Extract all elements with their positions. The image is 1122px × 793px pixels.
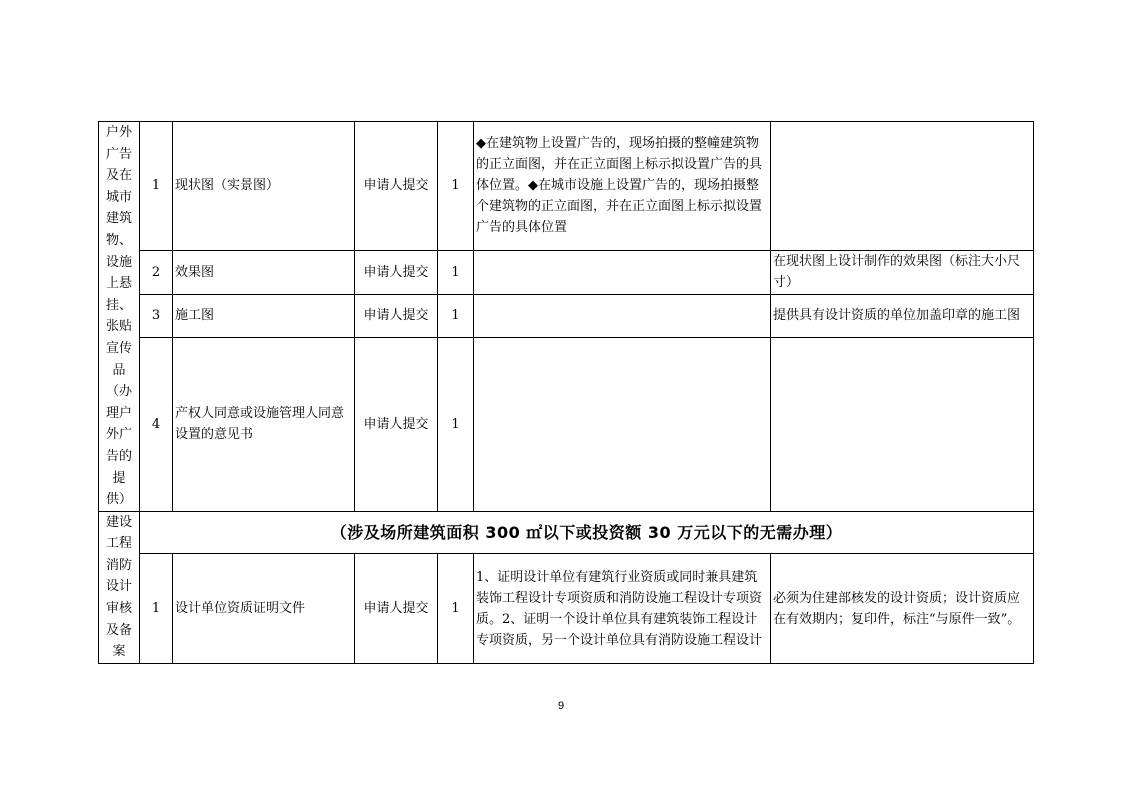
material-name: 效果图 [173, 250, 355, 294]
submitter: 申请人提交 [355, 338, 438, 512]
row-number: 1 [140, 122, 173, 251]
note: 在现状图上设计制作的效果图（标注大小尺寸） [771, 250, 1034, 294]
row-number: 2 [140, 250, 173, 294]
row-number: 4 [140, 338, 173, 512]
submitter: 申请人提交 [355, 122, 438, 251]
table-row [99, 122, 1034, 251]
table-row [99, 554, 1034, 664]
submitter: 申请人提交 [355, 554, 438, 664]
submitter: 申请人提交 [355, 250, 438, 294]
material-name: 设计单位资质证明文件 [173, 554, 355, 664]
copies: 1 [438, 122, 474, 251]
row-number: 3 [140, 294, 173, 338]
note: 提供具有设计资质的单位加盖印章的施工图 [771, 294, 1034, 338]
material-name: 施工图 [173, 294, 355, 338]
note: 必须为住建部核发的设计资质；设计资质应在有效期内；复印件，标注“与原件一致”。 [771, 554, 1034, 664]
requirement: ◆在建筑物上设置广告的，现场拍摄的整幢建筑物的正立面图，并在正立面图上标示拟设置广告的具体位置。◆在城市设施上设置广告的，现场拍摄整个建筑物的正立面图，并在正立面图上标示拟设置广告的具体位置 [474, 122, 771, 251]
materials-table [98, 121, 1034, 664]
category-cell-outdoor-ads: 户外广告及在城市建筑物、设施上悬挂、张贴宣传品（办理户外广告的提供） [99, 122, 140, 512]
category-cell-fire-design: 建设工程消防设计审核及备案 [99, 511, 140, 663]
copies: 1 [438, 338, 474, 512]
copies: 1 [438, 294, 474, 338]
table-row [99, 511, 1034, 554]
copies: 1 [438, 554, 474, 664]
submitter: 申请人提交 [355, 294, 438, 338]
requirement [474, 294, 771, 338]
requirement [474, 338, 771, 512]
exemption-banner: （涉及场所建筑面积 300 ㎡以下或投资额 30 万元以下的无需办理） [140, 511, 1034, 554]
note [771, 122, 1034, 251]
table-row [99, 338, 1034, 512]
row-number: 1 [140, 554, 173, 664]
requirement: 1、证明设计单位有建筑行业资质或同时兼具建筑装饰工程设计专项资质和消防设施工程设计专项资质。2、证明一个设计单位具有建筑装饰工程设计专项资质，另一个设计单位具有消防设施工程设计 [474, 554, 771, 664]
requirement [474, 250, 771, 294]
note [771, 338, 1034, 512]
table-row [99, 294, 1034, 338]
material-name: 产权人同意或设施管理人同意设置的意见书 [173, 338, 355, 512]
page-number: 9 [557, 700, 565, 712]
material-name: 现状图（实景图） [173, 122, 355, 251]
copies: 1 [438, 250, 474, 294]
table-row [99, 250, 1034, 294]
